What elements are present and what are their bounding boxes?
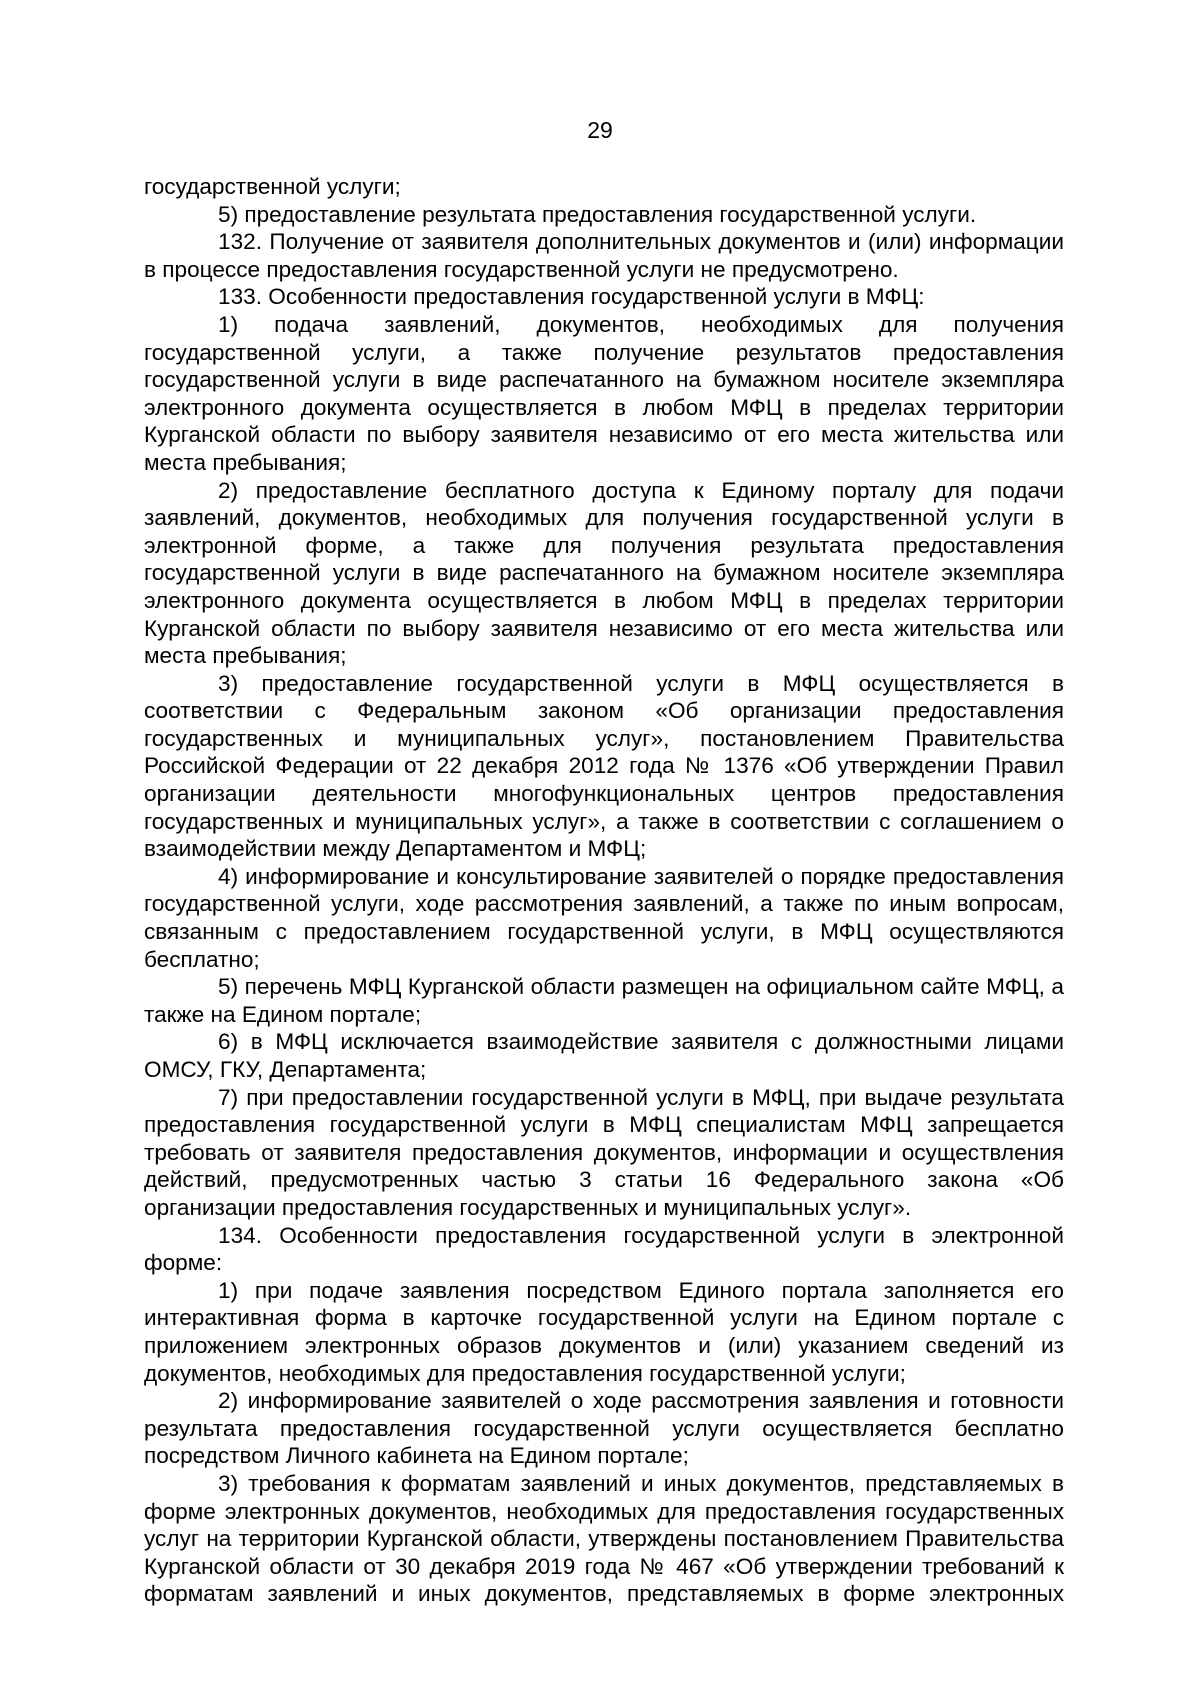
paragraph-p-134: 134. Особенности предоставления государственной услуги в электронной форме: — [144, 1222, 1064, 1276]
paragraph-p-133: 133. Особенности предоставления государственной услуги в МФЦ: — [218, 284, 925, 310]
paragraph-p-133-2: 2) предоставление бесплатного доступа к Единому порталу для подачи заявлений, документов, необходимых для получения государственной услуги в электронной форме, а также для получения результата предоставления государственной услуги в виде распечатанного на бумажном носителе экземпляра электронного документа осуществляется в любом МФЦ в пределах территории Курганской области по выбору заявителя независимо от его места жительства или места пребывания; — [144, 477, 1064, 669]
paragraph-p-134-2: 2) информирование заявителей о ходе рассмотрения заявления и готовности результата предоставления государственной услуги осуществляется бесплатно посредством Личного кабинета на Едином портале; — [144, 1388, 1064, 1469]
paragraph-p-133-6: 6) в МФЦ исключается взаимодействие заявителя с должностными лицами ОМСУ, ГКУ, Департамента; — [144, 1029, 1064, 1082]
paragraph-p-133-4: 4) информирование и консультирование заявителей о порядке предоставления государственной услуги, ходе рассмотрения заявлений, а также по иным вопросам, связанным с предоставлением государственной услуги, в МФЦ осуществляются бесплатно; — [144, 863, 1064, 972]
paragraph-p-133-7: 7) при предоставлении государственной услуги в МФЦ, при выдаче результата предоставления государственной услуги в МФЦ специалистам МФЦ запрещается требовать от заявителя предоставления документов, информации и осуществления действий, предусмотренных частью 3 статьи 16 Федерального закона «Об организации предоставления государственных и муниципальных услуг». — [144, 1084, 1064, 1220]
paragraph-p-133-5: 5) перечень МФЦ Курганской области размещен на официальном сайте МФЦ, а также на Едином портале; — [144, 974, 1064, 1027]
paragraph-p-134-1: 1) при подаче заявления посредством Единого портала заполняется его интерактивная форма в карточке государственной услуги на Едином портале с приложением электронных образов документов и (или) указанием сведений из документов, необходимых для предоставления государственной услуги; — [144, 1277, 1064, 1386]
paragraph-p-132: 132. Получение от заявителя дополнительных документов и (или) информации в процессе предоставления государственной услуги не предусмотрено. — [144, 229, 1064, 282]
paragraph-p-131-5: 5) предоставление результата предоставления государственной услуги. — [218, 201, 977, 227]
page-number: 29 — [587, 117, 613, 143]
paragraph-p-133-3: 3) предоставление государственной услуги в МФЦ осуществляется в соответствии с Федеральным законом «Об организации предоставления государственных и муниципальных услуг», постановлением Правительства Российской Федерации от 22 декабря 2012 года № 1376 «Об утверждении Правил организации деятельности многофункциональных центров предоставления государственных и муниципальных услуг», а также в соответствии с соглашением о взаимодействии между Департаментом и МФЦ; — [144, 670, 1064, 862]
paragraph-p-133-1: 1) подача заявлений, документов, необходимых для получения государственной услуги, а также получение результатов предоставления государственной услуги в виде распечатанного на бумажном носителе экземпляра электронного документа осуществляется в любом МФЦ в пределах территории Курганской области по выбору заявителя независимо от его места жительства или места пребывания; — [144, 311, 1064, 475]
document-body — [144, 173, 1064, 1608]
paragraph-p-cont: государственной услуги; — [144, 174, 401, 199]
paragraph-p-134-3: 3) требования к форматам заявлений и иных документов, представляемых в форме электронных документов, необходимых для предоставления государственных услуг на территории Курганской области, утверждены постановлением Правительства Курганской области от 30 декабря 2019 года № 467 «Об утверждении требований к форматам заявлений и иных документов, представляемых в форме электронных — [144, 1470, 1064, 1607]
